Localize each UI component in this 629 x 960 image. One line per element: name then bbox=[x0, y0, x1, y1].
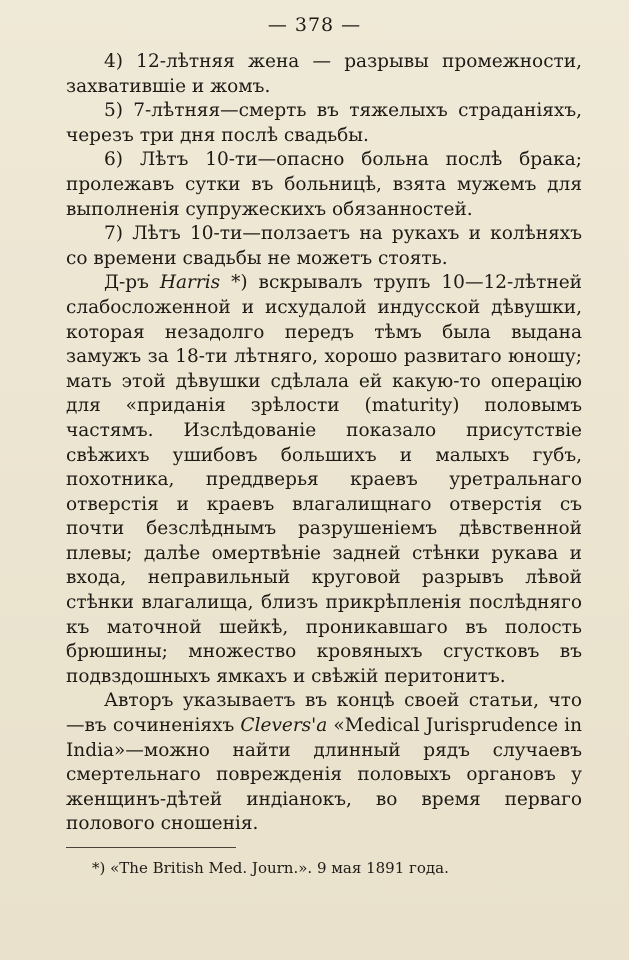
paragraph-case-5: 5) 7-лѣтняя—смерть въ тяжелыхъ страданіяхъ, черезъ три дня послѣ свадьбы. bbox=[66, 100, 582, 146]
paragraph-harris bbox=[66, 271, 582, 689]
harris-prefix: Д-ръ bbox=[104, 272, 160, 294]
footnote-divider bbox=[66, 847, 236, 848]
footnote: *) «The British Med. Journ.». 9 мая 1891 года. bbox=[92, 859, 449, 877]
page-number-header: — 378 — bbox=[267, 14, 362, 36]
harris-text: *) вскрывалъ трупъ 10—12-лѣтней слабосложенной и исхудалой индусской дѣвушки, которая незадолго передъ тѣмъ была выдана замужъ за 18-ти лѣтняго, хорошо развитаго юношу; мать этой дѣвушки сдѣлала ей какую-то операцію для «приданія зрѣлости (maturity) половымъ частямъ. Изслѣдованіе показало присутствіе свѣжихъ ушибовъ большихъ и малыхъ губъ, похотника, преддверья краевъ уретральнаго отверстія и краевъ влагалищнаго отверстія съ почти безслѣднымъ разрушеніемъ дѣвственной плевы; далѣе омертвѣніе задней стѣнки рукава и входа, неправильный круговой разрывъ лѣвой стѣнки влагалища, близъ прикрѣпленія послѣдняго къ маточной шейкѣ, проникавшаго въ полость брюшины; множество кровяныхъ сгустковъ въ подвздошныхъ ямкахъ и свѣжій перитонитъ. bbox=[66, 272, 582, 687]
clevers-name: Clevers'a bbox=[240, 715, 328, 737]
paragraph-case-6: 6) Лѣтъ 10-ти—опасно больна послѣ брака; пролежавъ сутки въ больницѣ, взята мужемъ для выполненія супружескихъ обязанностей. bbox=[66, 149, 582, 220]
paragraph-author bbox=[66, 689, 582, 837]
author-prefix: Авторъ указываетъ въ концѣ своей статьи, что —въ сочиненіяхъ bbox=[66, 690, 582, 737]
paragraph-case-7: 7) Лѣтъ 10-ти—ползаетъ на рукахъ и колѣняхъ со времени свадьбы не можетъ стоять. bbox=[66, 223, 582, 269]
author-text: «Medical Jurisprudence in India»—можно найти длинный рядъ случаевъ смертельнаго поврежденія половыхъ органовъ у женщинъ-дѣтей индіанокъ, во время перваго полового сношенія. bbox=[66, 715, 582, 835]
body-text bbox=[66, 50, 582, 837]
paragraph-case-4: 4) 12-лѣтняя жена — разрывы промежности, захватившіе и жомъ. bbox=[66, 51, 582, 97]
harris-name: Harris bbox=[159, 272, 221, 294]
